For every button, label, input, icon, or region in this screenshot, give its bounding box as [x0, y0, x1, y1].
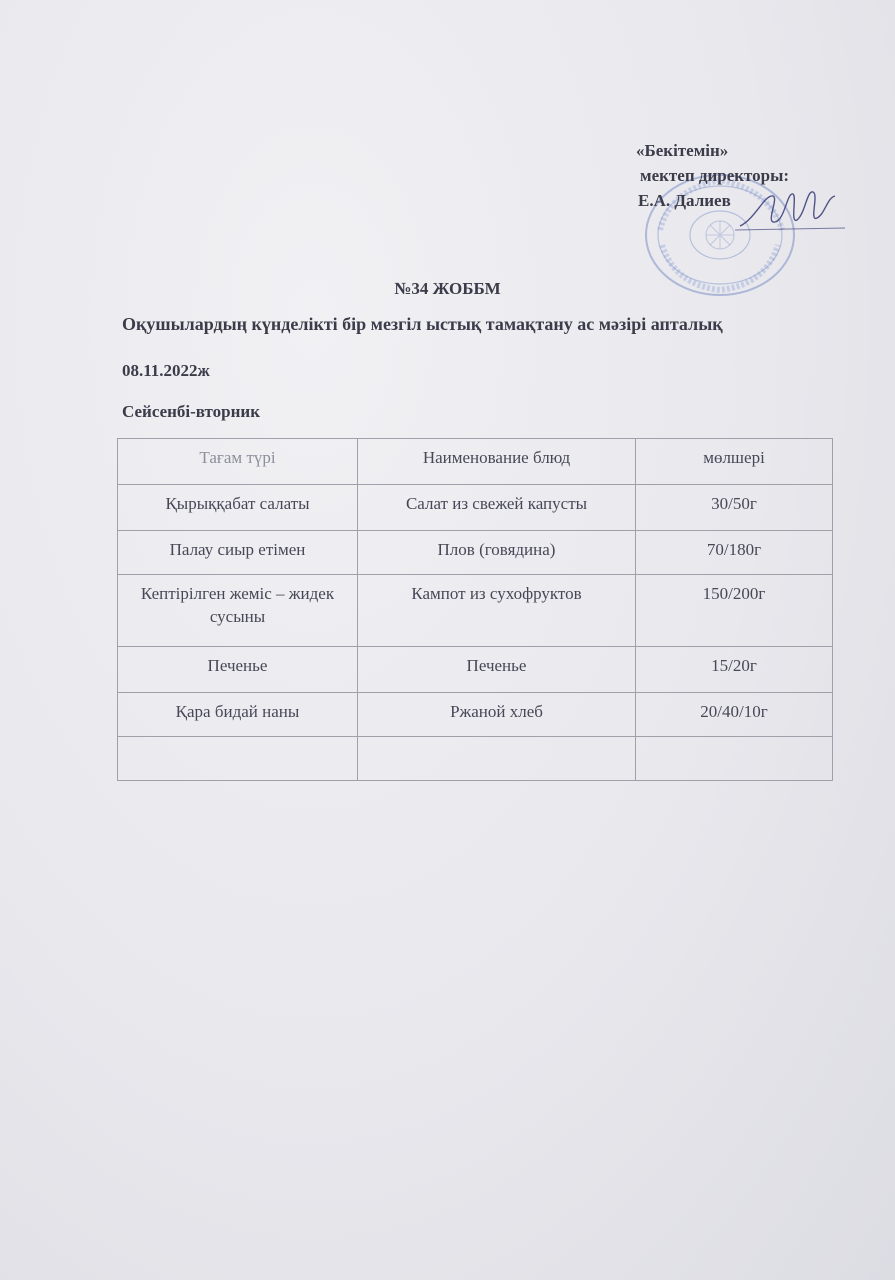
table-header-row	[118, 439, 833, 485]
director-signature	[735, 184, 845, 234]
table-cell: Ржаной хлеб	[358, 693, 636, 737]
table-cell	[358, 737, 636, 781]
approval-position: мектеп директоры:	[640, 166, 790, 185]
approval-director-name: Е.А. Далиев	[638, 191, 731, 210]
table-cell: 15/20г	[636, 647, 833, 693]
table-cell: Печенье	[358, 647, 636, 693]
table-row	[118, 647, 833, 693]
table-cell: Кампот из сухофруктов	[358, 575, 636, 647]
school-title: №34 ЖОББМ	[394, 279, 501, 298]
table-cell: 30/50г	[636, 485, 833, 531]
table-cell: Кептірілген жеміс – жидек сусыны	[118, 575, 358, 647]
menu-date: 08.11.2022ж	[122, 361, 210, 380]
table-cell: 150/200г	[636, 575, 833, 647]
table-row	[118, 531, 833, 575]
header-dish-name-ru: Наименование блюд	[358, 439, 636, 485]
table-cell: Қырыққабат салаты	[118, 485, 358, 531]
menu-table	[117, 438, 833, 781]
table-row	[118, 693, 833, 737]
table-cell: Палау сиыр етімен	[118, 531, 358, 575]
table-row-empty	[118, 737, 833, 781]
table-row	[118, 485, 833, 531]
approval-heading: «Бекітемін»	[636, 141, 729, 160]
header-dish-type-kz: Тағам түрі	[118, 439, 358, 485]
table-cell: Салат из свежей капусты	[358, 485, 636, 531]
table-cell: Плов (говядина)	[358, 531, 636, 575]
header-portion: мөлшері	[636, 439, 833, 485]
table-cell: 70/180г	[636, 531, 833, 575]
table-cell	[636, 737, 833, 781]
table-cell: Қара бидай наны	[118, 693, 358, 737]
menu-subtitle: Оқушылардың күнделікті бір мезгіл ыстық тамақтану ас мәзірі апталық	[122, 314, 723, 334]
table-row	[118, 575, 833, 647]
table-cell: Печенье	[118, 647, 358, 693]
table-cell: 20/40/10г	[636, 693, 833, 737]
menu-day: Сейсенбі-вторник	[122, 402, 261, 421]
table-cell	[118, 737, 358, 781]
